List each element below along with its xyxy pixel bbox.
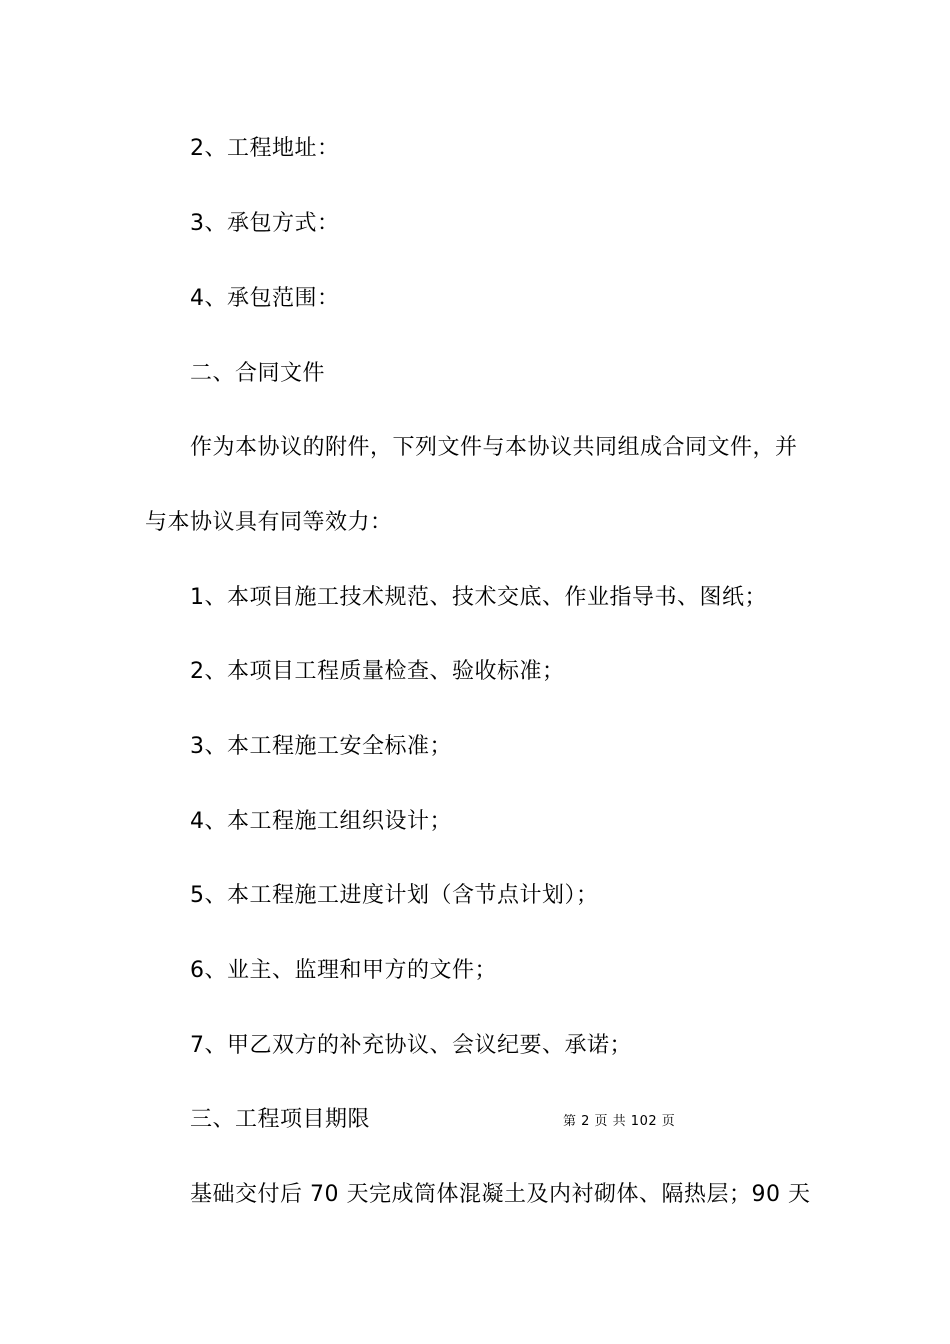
list-item: 2、本项目工程质量检查、验收标准；: [190, 659, 565, 684]
section-heading-project-period: 三、工程项目期限: [190, 1107, 371, 1132]
list-item: 1、本项目施工技术规范、技术交底、作业指导书、图纸；: [190, 585, 767, 610]
paragraph-line: 与本协议具有同等效力：: [145, 510, 393, 535]
page-number-footer: 第 2 页 共 102 页: [563, 1114, 676, 1129]
list-item: 5、本工程施工进度计划（含节点计划）；: [190, 883, 599, 908]
item-project-address: 2、工程地址：: [190, 136, 340, 161]
item-contract-scope: 4、承包范围：: [190, 286, 340, 311]
paragraph-line: 作为本协议的附件，下列文件与本协议共同组成合同文件，并: [190, 435, 798, 460]
list-item: 3、本工程施工安全标准；: [190, 734, 452, 759]
list-item: 6、业主、监理和甲方的文件；: [190, 958, 497, 983]
list-item: 4、本工程施工组织设计；: [190, 809, 452, 834]
paragraph-line: 基础交付后 70 天完成筒体混凝土及内衬砌体、隔热层；90 天: [190, 1182, 811, 1207]
item-contract-method: 3、承包方式：: [190, 211, 340, 236]
section-heading-contract-documents: 二、合同文件: [190, 361, 326, 386]
list-item: 7、甲乙双方的补充协议、会议纪要、承诺；: [190, 1033, 632, 1058]
